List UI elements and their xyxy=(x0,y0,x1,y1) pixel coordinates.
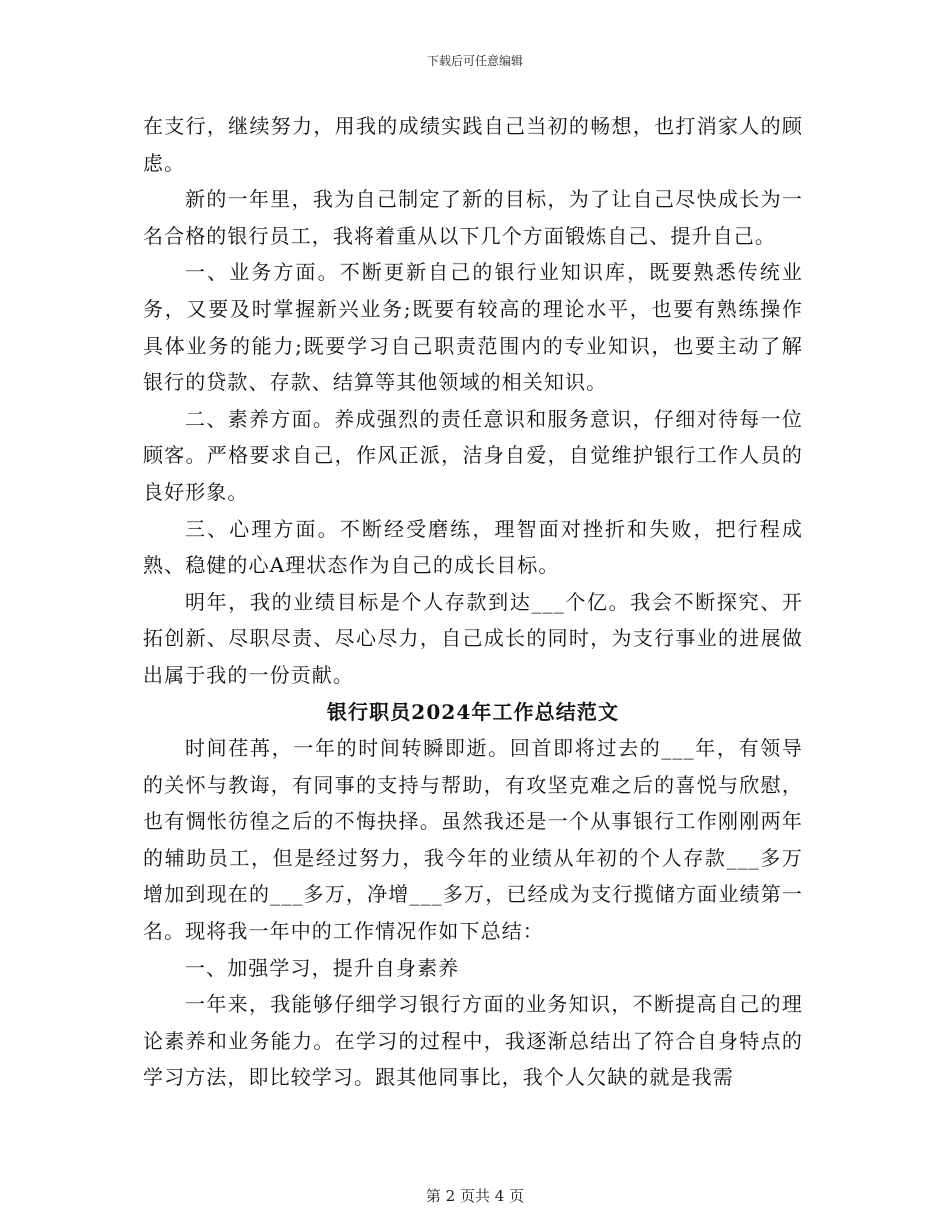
page-footer: 第 2 页共 4 页 xyxy=(425,1187,525,1205)
paragraph: 在支行，继续努力，用我的成绩实践自己当初的畅想，也打消家人的顾虑。 xyxy=(143,114,803,175)
paragraph: 时间荏苒，一年的时间转瞬即逝。回首即将过去的___年，有领导的关怀与教诲，有同事的支持与帮助，有攻坚克难之后的喜悦与欣慰，也有惆怅彷徨之后的不悔抉择。虽然我还是一个从事银行工作刚刚两年的辅助员工，但是经过努力，我今年的业绩从年初的个人存款___多万增加到现在的___多万，净增___多万，已经成为支行揽储方面业绩第一名。现将我一年中的工作情况作如下总结： xyxy=(143,736,803,944)
paragraph: 一年来，我能够仔细学习银行方面的业务知识，不断提高自己的理论素养和业务能力。在学习的过程中，我逐渐总结出了符合自身特点的学习方法，即比较学习。跟其他同事比，我个人欠缺的就是我需 xyxy=(143,992,803,1090)
paragraph: 二、素养方面。养成强烈的责任意识和服务意识，仔细对待每一位顾客。严格要求自己，作风正派，洁身自爱，自觉维护银行工作人员的良好形象。 xyxy=(143,406,803,504)
page-header: 下载后可任意编辑 xyxy=(426,54,523,68)
document-body xyxy=(143,108,803,1096)
section-title: 银行职员2024年工作总结范文 xyxy=(326,699,620,724)
paragraph: 明年，我的业绩目标是个人存款到达___个亿。我会不断探究、开拓创新、尽职尽责、尽心尽力，自己成长的同时，为支行事业的进展做出属于我的一份贡献。 xyxy=(143,589,803,687)
paragraph: 新的一年里，我为自己制定了新的目标，为了让自己尽快成长为一名合格的银行员工，我将着重从以下几个方面锻炼自己、提升自己。 xyxy=(143,187,803,248)
paragraph: 一、业务方面。不断更新自己的银行业知识库，既要熟悉传统业务，又要及时掌握新兴业务;既要有较高的理论水平，也要有熟练操作具体业务的能力;既要学习自己职责范围内的专业知识，也要主动了解银行的贷款、存款、结算等其他领域的相关知识。 xyxy=(143,260,803,395)
section-heading: 一、加强学习，提升自身素养 xyxy=(185,955,460,980)
paragraph: 三、心理方面。不断经受磨练，理智面对挫折和失败，把行程成熟、稳健的心A理状态作为自己的成长目标。 xyxy=(143,516,803,578)
